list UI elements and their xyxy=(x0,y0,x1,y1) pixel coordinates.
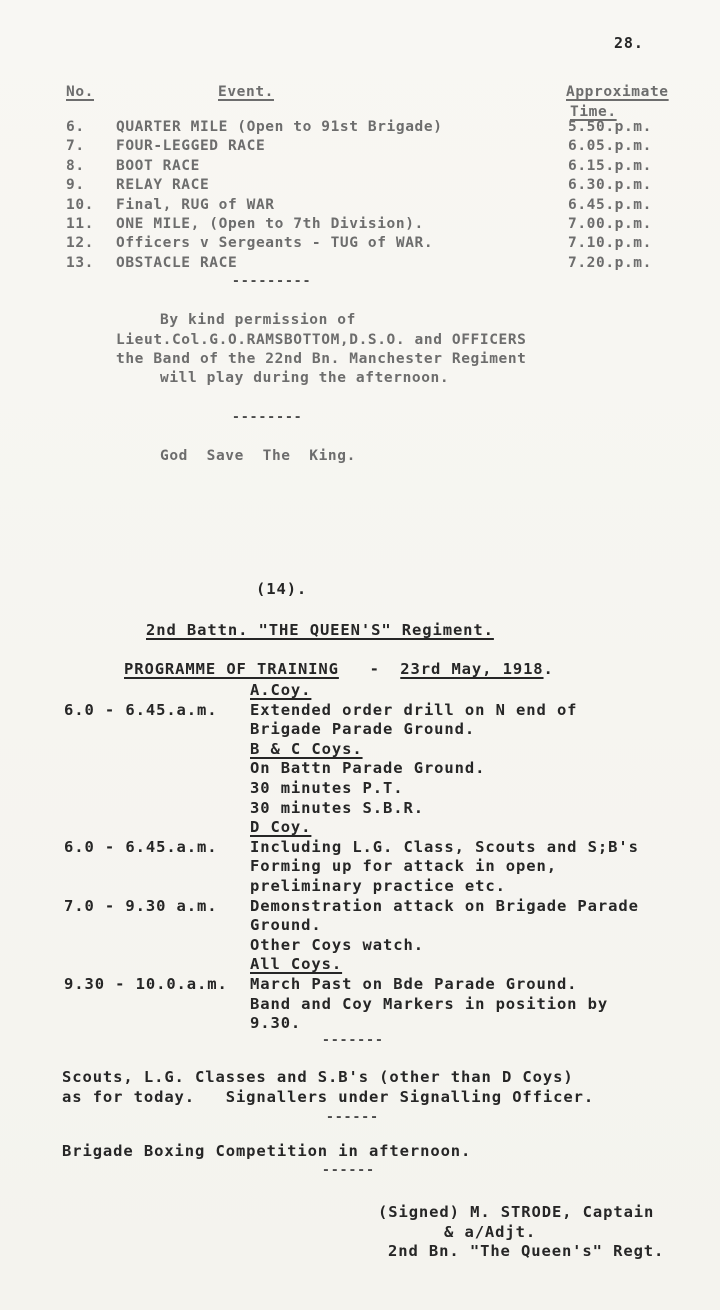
event-name: OBSTACLE RACE xyxy=(116,254,238,271)
divider-line: --------- xyxy=(232,274,312,289)
event-time: 7.00.p.m. xyxy=(568,216,652,232)
schedule-text: Ground. xyxy=(250,916,322,935)
event-time: 5.50.p.m. xyxy=(568,119,652,135)
divider-line: -------- xyxy=(232,410,303,425)
programme-end: . xyxy=(543,660,554,678)
event-number: 8. xyxy=(66,157,85,174)
event-name: RELAY RACE xyxy=(116,177,210,194)
event-number: 6. xyxy=(66,119,85,135)
band-line-4: will play during the afternoon. xyxy=(160,370,450,386)
programme-date: 23rd May, 1918 xyxy=(400,660,544,678)
header-event: Event. xyxy=(218,84,274,100)
schedule-text: Brigade Parade Ground. xyxy=(250,720,476,739)
divider-line: ------ xyxy=(326,1110,379,1125)
event-time: 6.45.p.m. xyxy=(568,196,652,213)
event-name: QUARTER MILE (Open to 91st Brigade) xyxy=(116,119,443,135)
event-number: 7. xyxy=(66,138,85,155)
company-heading: D Coy. xyxy=(250,818,312,837)
schedule-text: 30 minutes S.B.R. xyxy=(250,798,424,817)
event-time: 6.30.p.m. xyxy=(568,177,652,194)
band-line-1: By kind permission of xyxy=(160,312,356,328)
schedule-text: On Battn Parade Ground. xyxy=(250,759,486,778)
scouts-line-1: Scouts, L.G. Classes and S.B's (other than D Coys) xyxy=(62,1068,574,1086)
schedule-text: 30 minutes P.T. xyxy=(250,779,404,797)
anthem-line: God Save The King. xyxy=(160,448,356,464)
schedule-text: preliminary practice etc. xyxy=(250,877,506,895)
event-number: 9. xyxy=(66,177,85,194)
section-number: (14). xyxy=(256,580,308,598)
event-name: Officers v Sergeants - TUG of WAR. xyxy=(116,235,434,252)
page-number: 28. xyxy=(614,34,644,52)
schedule-text: 9.30. xyxy=(250,1014,302,1033)
event-time: 6.05.p.m. xyxy=(568,138,652,155)
company-heading: A.Coy. xyxy=(250,681,312,699)
divider-line: ------- xyxy=(322,1033,384,1048)
event-name: Final, RUG of WAR xyxy=(116,196,275,213)
scouts-line-2: as for today. Signallers under Signalling Officer. xyxy=(62,1088,595,1106)
band-line-2: Lieut.Col.G.O.RAMSBOTTOM,D.S.O. and OFFICERS xyxy=(116,332,527,348)
event-number: 10. xyxy=(66,196,94,213)
header-time-line2: Time. xyxy=(570,104,617,120)
company-heading: B & C Coys. xyxy=(250,739,363,758)
schedule-time: 9.30 - 10.0.a.m. xyxy=(64,975,228,993)
programme-title: PROGRAMME OF TRAINING xyxy=(124,660,339,678)
event-name: BOOT RACE xyxy=(116,157,200,174)
event-name: FOUR-LEGGED RACE xyxy=(116,138,266,155)
schedule-text: Forming up for attack in open, xyxy=(250,857,557,876)
schedule-text: Other Coys watch. xyxy=(250,935,424,954)
event-time: 6.15.p.m. xyxy=(568,157,652,174)
programme-separator: - xyxy=(369,660,380,678)
event-name: ONE MILE, (Open to 7th Division). xyxy=(116,216,424,232)
boxing-line: Brigade Boxing Competition in afternoon. xyxy=(62,1142,472,1160)
signature-line-2: & a/Adjt. xyxy=(444,1223,537,1241)
header-no: No. xyxy=(66,84,94,100)
signature-line-1: (Signed) M. STRODE, Captain xyxy=(378,1203,655,1221)
divider-line: ------ xyxy=(322,1163,375,1178)
event-number: 12. xyxy=(66,235,94,252)
event-time: 7.20.p.m. xyxy=(568,254,652,271)
header-time-line1: Approximate xyxy=(566,84,669,100)
event-number: 13. xyxy=(66,254,94,271)
programme-title-line xyxy=(124,660,554,678)
schedule-text: Demonstration attack on Brigade Parade xyxy=(250,896,639,915)
schedule-text: Including L.G. Class, Scouts and S;B's xyxy=(250,837,639,856)
company-heading: All Coys. xyxy=(250,955,343,974)
schedule-text: March Past on Bde Parade Ground. xyxy=(250,975,578,993)
schedule-time: 6.0 - 6.45.a.m. xyxy=(64,837,218,856)
event-number: 11. xyxy=(66,216,94,232)
battalion-heading: 2nd Battn. "THE QUEEN'S" Regiment. xyxy=(146,621,494,639)
signature-line-3: 2nd Bn. "The Queen's" Regt. xyxy=(388,1242,665,1260)
schedule-time: 6.0 - 6.45.a.m. xyxy=(64,700,218,719)
band-line-3: the Band of the 22nd Bn. Manchester Regiment xyxy=(116,351,527,367)
schedule-text: Band and Coy Markers in position by xyxy=(250,994,609,1013)
event-time: 7.10.p.m. xyxy=(568,235,652,252)
schedule-text: Extended order drill on N end of xyxy=(250,700,578,719)
schedule-time: 7.0 - 9.30 a.m. xyxy=(64,896,218,915)
